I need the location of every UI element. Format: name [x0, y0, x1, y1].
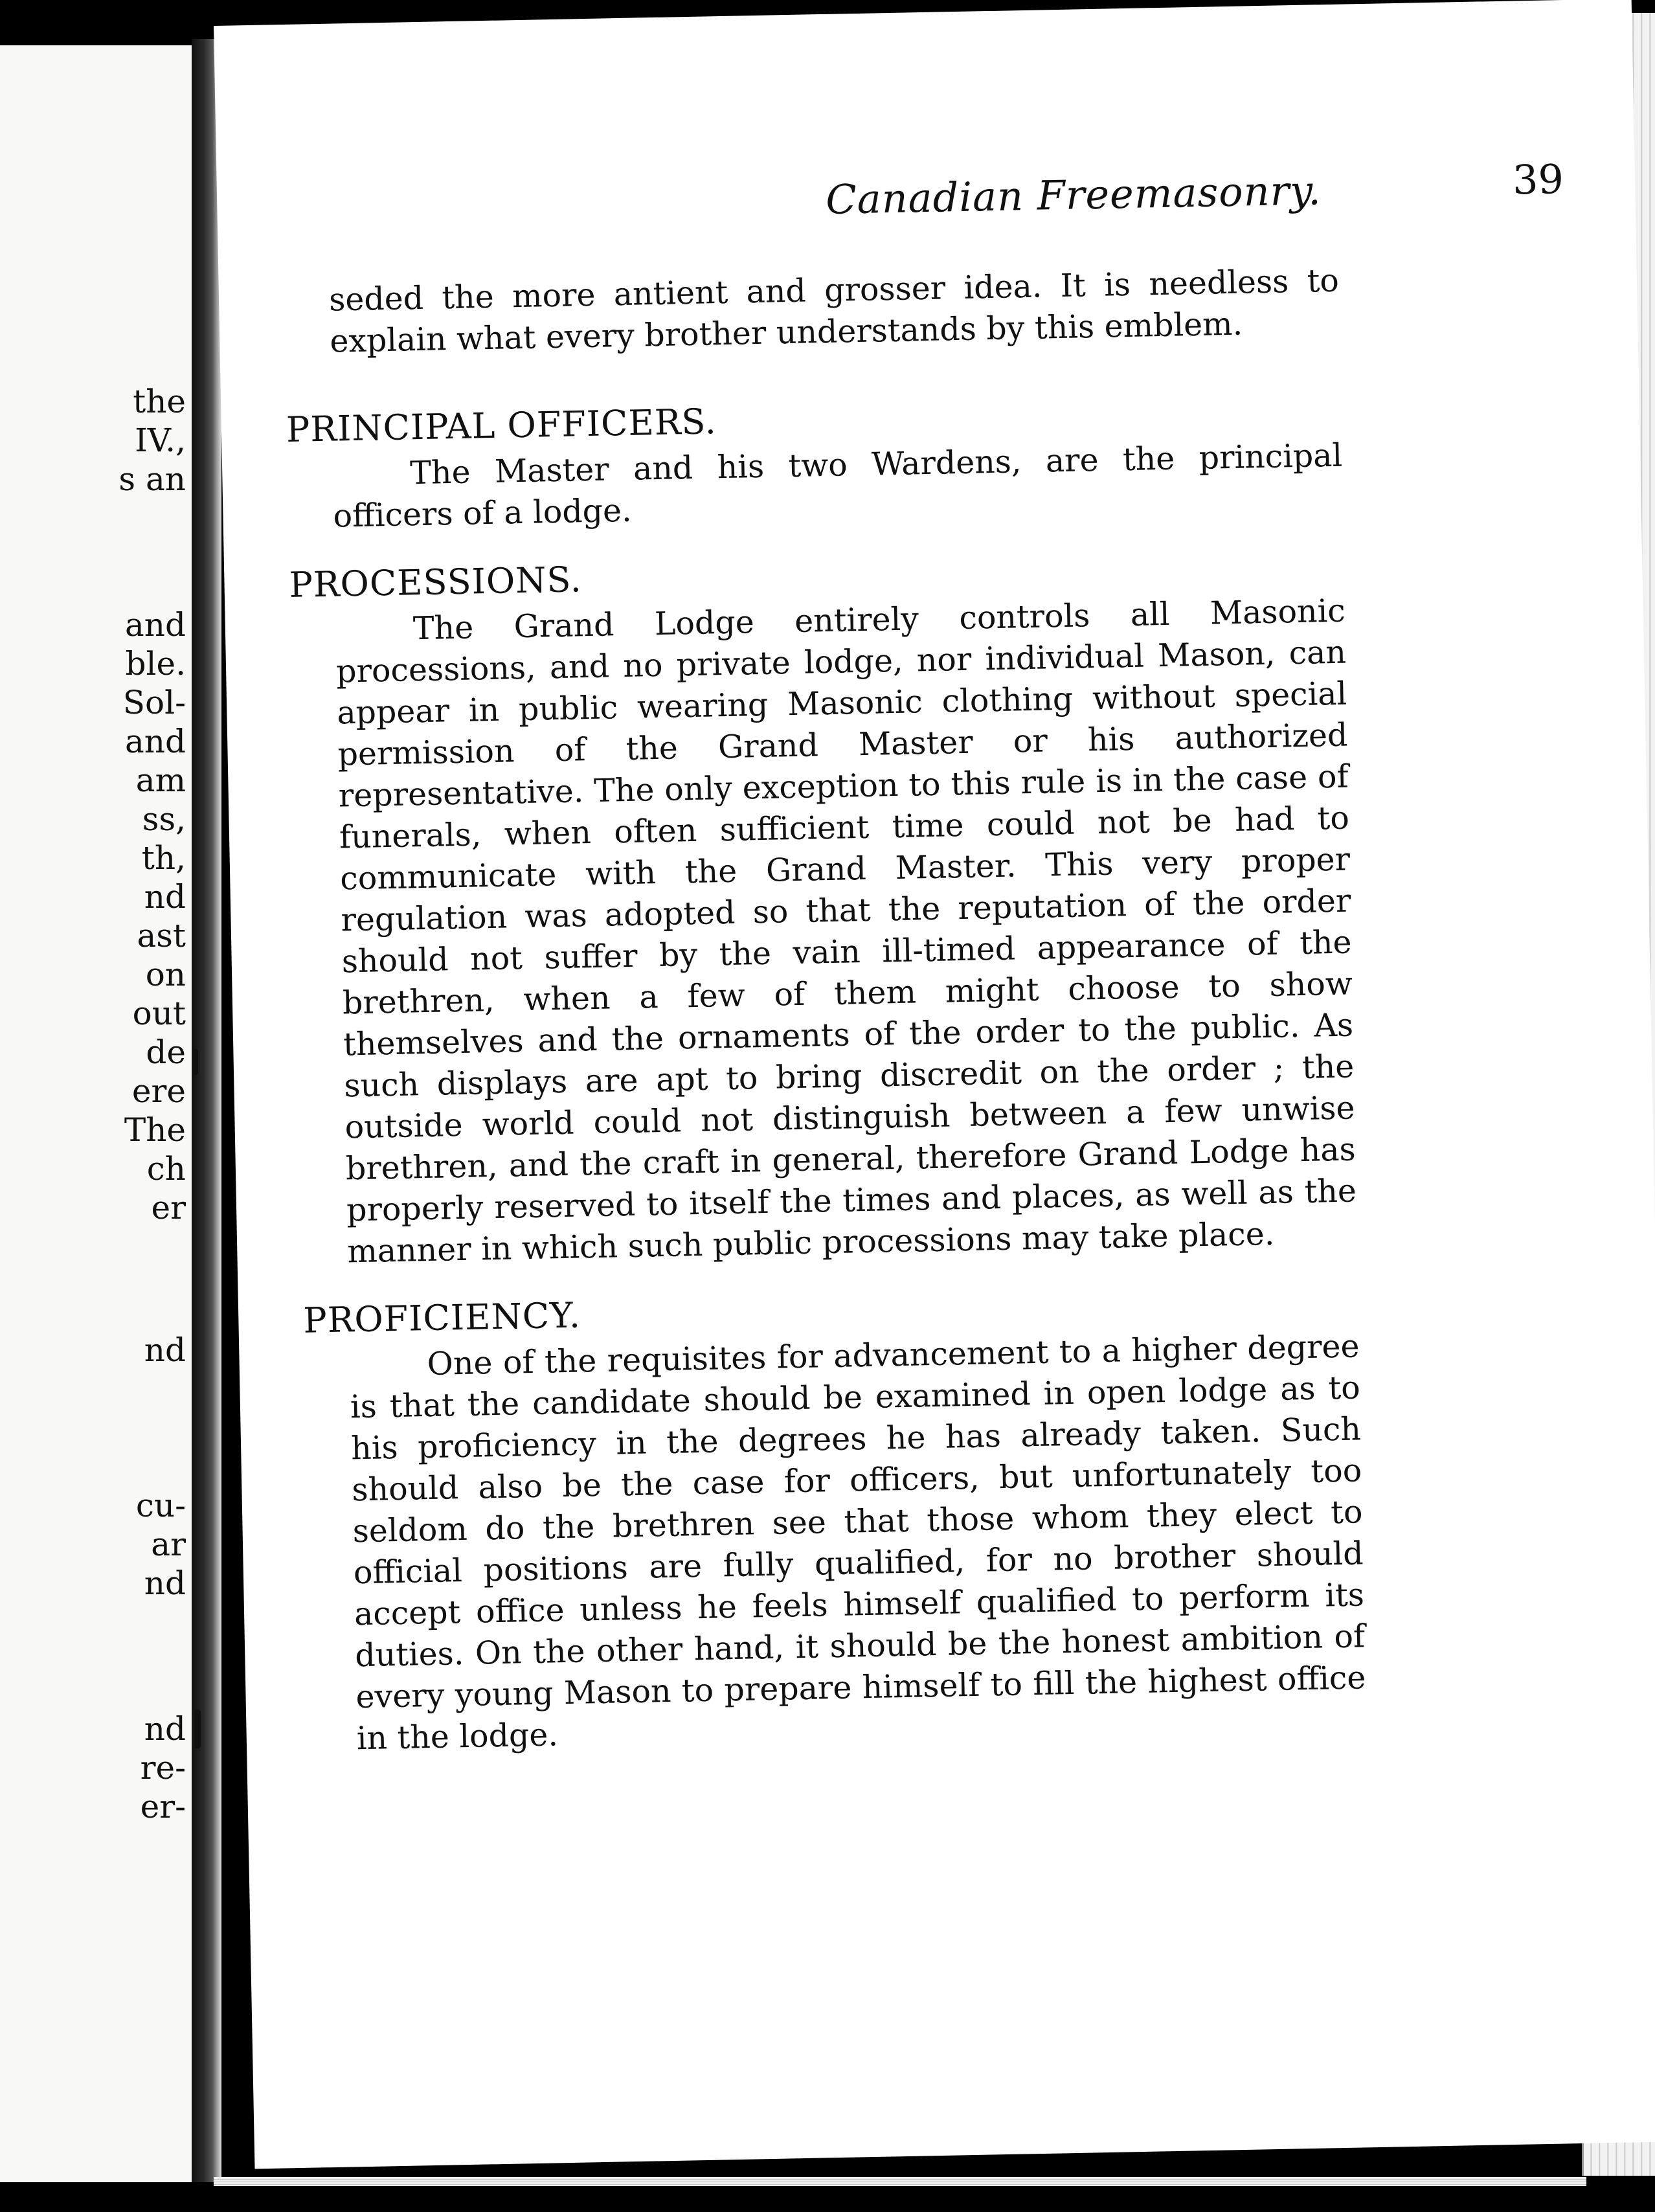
- left-page-fragment: Sol-: [122, 684, 186, 721]
- page-body: [286, 260, 1368, 1760]
- page-number: 39: [1512, 155, 1564, 204]
- left-page-fragment: The: [124, 1111, 186, 1149]
- left-page-fragment: and: [124, 606, 186, 644]
- binding-thread: [194, 1710, 201, 1748]
- left-page-fragment: re-: [140, 1749, 186, 1787]
- left-page-fragment: ss,: [142, 800, 186, 838]
- continued-paragraph: seded the more antient and grosser idea. It is needless to explain what every brother understands by this emblem.: [328, 262, 1340, 360]
- section-paragraph: The Grand Lodge entirely controls all Masonic processions, and no private lodge, nor individual Mason, can appear in public wearing Masonic clothing without special permission of the Grand Master or his authorized representative. The only exception to this rule is in the case of funerals, when often sufficient time could not be had to communicate with the Grand Master. This very proper regulation was adopted so that the reputation of the order should not suffer by the vain ill-timed appearance of the brethren, when a few of them might choose to show themselves and the ornaments of the order to the public. As such displays are apt to bring discredit on the order ; the outside world could not distinguish between a few unwise brethren, and the craft in general, therefore Grand Lodge has properly reserved to itself the times and places, as well as the manner in which such public processions may take place.: [335, 592, 1357, 1270]
- left-page-fragment: nd: [144, 1564, 186, 1602]
- left-facing-page: [0, 45, 201, 2182]
- left-page-fragment: nd: [144, 878, 186, 916]
- section-paragraph: The Master and his two Wardens, are the principal officers of a lodge.: [333, 436, 1343, 535]
- left-page-fragment: ar: [151, 1526, 186, 1563]
- left-page-fragment: de: [146, 1033, 186, 1071]
- left-page-fragment: cu-: [135, 1487, 186, 1524]
- left-page-fragment: ble.: [125, 645, 186, 683]
- left-page-fragment: er-: [140, 1788, 186, 1825]
- left-page-fragment: ast: [137, 917, 186, 954]
- left-page-fragment: nd: [144, 1710, 186, 1748]
- right-page: [214, 0, 1655, 2169]
- left-page-fragment: on: [145, 956, 186, 993]
- left-page-fragment: nd: [144, 1331, 186, 1369]
- left-page-fragment: er: [151, 1189, 186, 1226]
- page-header: [605, 155, 1564, 232]
- left-page-fragment: am: [135, 762, 186, 799]
- left-page-fragment: IV.,: [135, 422, 186, 459]
- section-heading: PROFICIENCY.: [302, 1294, 581, 1341]
- section-paragraph: One of the requisites for advancement to a higher degree is that the candidate should be examined in open lodge as to his proficiency in the degrees he has already taken. Such should also be the case for officers, but unfortunately too seldom do the brethren see that those whom they elect to official positions are fully qualified, for no brother should accept office unless he feels himself qualified to perform its duties. On the other hand, it should be the honest ambition of every young Mason to prepare himself to fill the highest office in the lodge.: [350, 1327, 1366, 1757]
- left-page-fragment: s an: [118, 460, 186, 498]
- left-page-fragment: out: [132, 995, 186, 1032]
- running-title: Canadian Freemasonry.: [825, 166, 1322, 223]
- binding-thread: [192, 1049, 198, 1075]
- section-heading: PROCESSIONS.: [288, 559, 583, 605]
- left-page-fragment: ch: [146, 1150, 186, 1188]
- left-page-fragment: and: [124, 723, 186, 760]
- left-page-fragment: ere: [131, 1072, 186, 1110]
- left-page-fragment: the: [133, 383, 186, 420]
- bottom-page-edge: [214, 2177, 1586, 2186]
- book-gutter: [192, 39, 221, 2182]
- left-page-fragment: th,: [141, 839, 186, 877]
- section-heading: PRINCIPAL OFFICERS.: [286, 401, 717, 450]
